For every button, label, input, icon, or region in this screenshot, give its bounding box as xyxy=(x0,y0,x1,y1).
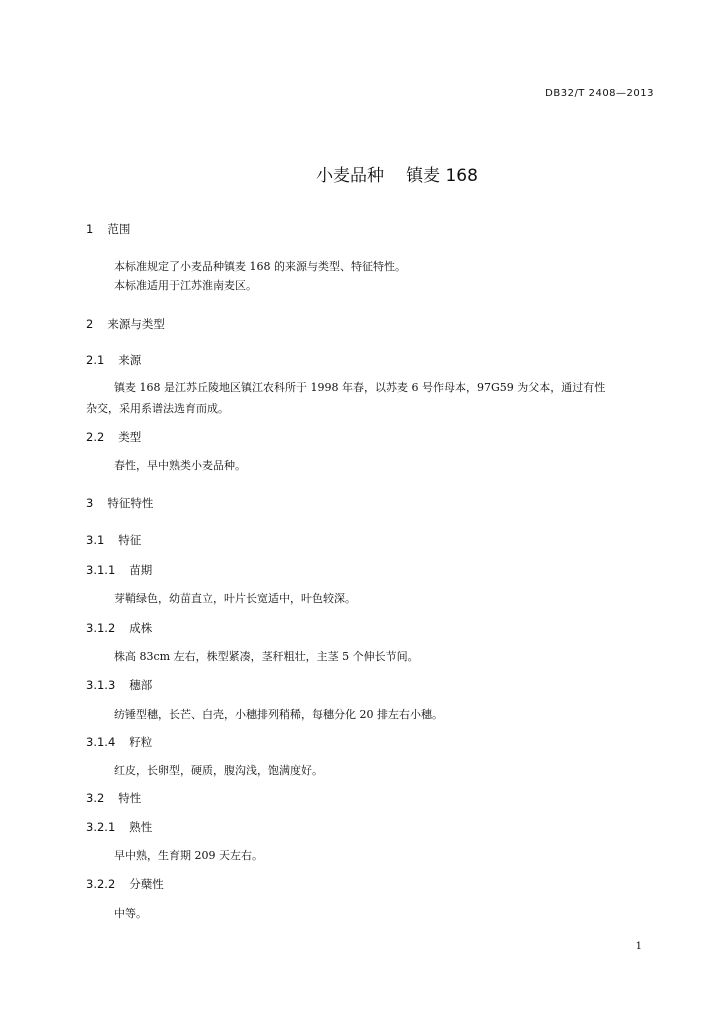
title-part-2: 镇麦 168 xyxy=(406,166,478,186)
section-number: 3.1.4 xyxy=(86,735,116,749)
section-3-2-1-paragraph: 早中熟，生育期 209 天左右。 xyxy=(114,849,263,862)
page-number: 1 xyxy=(635,941,642,952)
section-3-2-2-heading xyxy=(86,876,164,892)
section-title: 类型 xyxy=(118,430,142,444)
section-3-1-3-heading xyxy=(86,677,152,693)
section-2-2-paragraph: 春性，早中熟类小麦品种。 xyxy=(114,459,246,472)
section-number: 3.2.2 xyxy=(86,877,116,891)
section-number: 3.1.2 xyxy=(86,621,116,635)
page-title xyxy=(0,161,724,186)
section-number: 2.1 xyxy=(86,353,105,367)
section-number: 3.1.3 xyxy=(86,678,116,692)
section-title: 来源 xyxy=(118,353,142,367)
section-number: 3.2 xyxy=(86,791,105,805)
section-3-1-3-paragraph: 纺锤型穗，长芒、白壳，小穗排列稍稀，每穗分化 20 排左右小穗。 xyxy=(114,708,443,721)
section-number: 1 xyxy=(86,222,94,236)
section-1-heading xyxy=(86,221,130,237)
section-3-2-2-paragraph: 中等。 xyxy=(114,907,147,920)
section-3-2-heading xyxy=(86,790,141,806)
title-part-1: 小麦品种 xyxy=(316,166,385,186)
section-title: 特征特性 xyxy=(107,496,154,510)
section-3-1-2-heading xyxy=(86,620,152,636)
section-3-1-2-paragraph: 株高 83cm 左右，株型紧凑，茎秆粗壮，主茎 5 个伸长节间。 xyxy=(114,650,419,663)
section-number: 3.2.1 xyxy=(86,820,116,834)
section-3-1-1-paragraph: 芽鞘绿色，幼苗直立，叶片长宽适中，叶色较深。 xyxy=(114,592,356,605)
section-2-1-paragraph-1: 镇麦 168 是江苏丘陵地区镇江农科所于 1998 年春，以苏麦 6 号作母本，97G59 为父本，通过有性 xyxy=(114,381,606,394)
section-3-2-1-heading xyxy=(86,819,152,835)
section-number: 3.1.1 xyxy=(86,563,116,577)
section-3-heading xyxy=(86,495,153,511)
section-2-heading xyxy=(86,316,165,332)
section-title: 穗部 xyxy=(129,678,153,692)
section-title: 分蘖性 xyxy=(129,877,164,891)
section-3-1-heading xyxy=(86,532,141,548)
section-title: 特性 xyxy=(118,791,142,805)
section-title: 范围 xyxy=(107,222,131,236)
section-number: 2 xyxy=(86,317,94,331)
section-title: 特征 xyxy=(118,533,142,547)
section-3-1-4-heading xyxy=(86,734,152,750)
section-2-2-heading xyxy=(86,429,141,445)
section-2-1-paragraph-2: 杂交，采用系谱法选育而成。 xyxy=(86,402,229,415)
section-3-1-1-heading xyxy=(86,562,152,578)
section-3-1-4-paragraph: 红皮，长卵型，硬质，腹沟浅，饱满度好。 xyxy=(114,764,323,777)
section-number: 3.1 xyxy=(86,533,105,547)
section-title: 成株 xyxy=(129,621,153,635)
section-number: 3 xyxy=(86,496,94,510)
section-number: 2.2 xyxy=(86,430,105,444)
section-1-paragraph-1: 本标准规定了小麦品种镇麦 168 的来源与类型、特征特性。 xyxy=(114,260,406,273)
section-title: 籽粒 xyxy=(129,735,153,749)
section-title: 熟性 xyxy=(129,820,153,834)
section-1-paragraph-2: 本标准适用于江苏淮南麦区。 xyxy=(114,279,257,292)
document-code: DB32/T 2408—2013 xyxy=(545,88,654,99)
section-title: 苗期 xyxy=(129,563,153,577)
section-2-1-heading xyxy=(86,352,141,368)
section-title: 来源与类型 xyxy=(107,317,165,331)
